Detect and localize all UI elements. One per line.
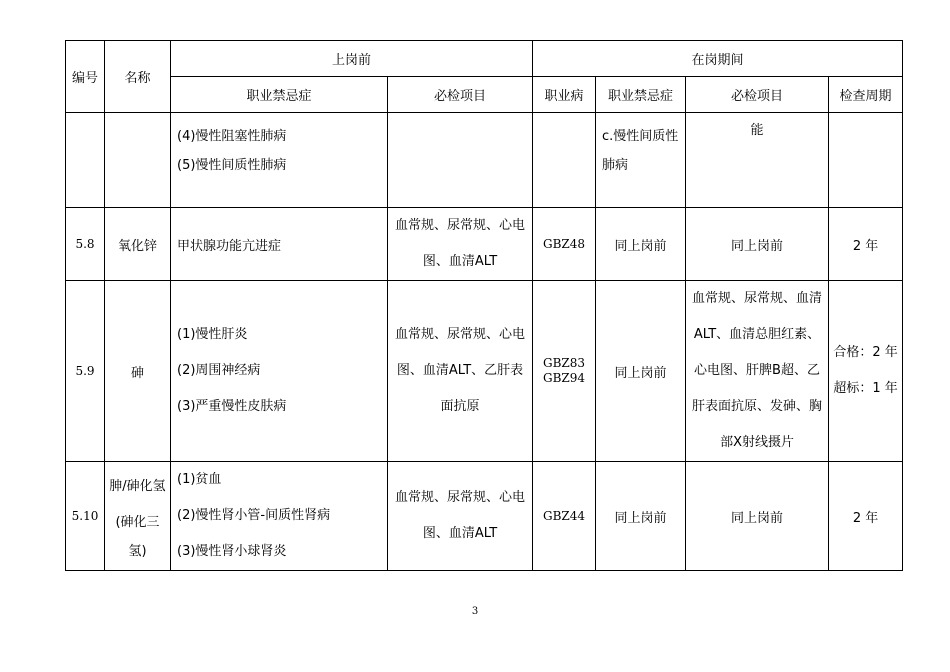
disease-code: GBZ48 xyxy=(543,237,586,251)
check-cycle-cell xyxy=(829,281,903,462)
contraindication-line: (4)慢性阻塞性肺病 xyxy=(177,129,287,144)
header-pre-employment: 上岗前 xyxy=(171,41,533,77)
during-contraindication-cell: 同上岗前 xyxy=(596,208,686,281)
occupational-disease-cell xyxy=(533,462,596,571)
during-contraindication-cell: 同上岗前 xyxy=(596,462,686,571)
cycle-line: 2 年 xyxy=(852,510,879,526)
during-required-items-cell xyxy=(686,281,829,462)
contraindication-line: 甲状腺功能亢进症 xyxy=(177,238,282,254)
cycle-line: 合格：2 年 xyxy=(833,345,898,360)
header-pre-required-items: 必检项目 xyxy=(388,77,533,113)
contraindication-line: (1)贫血 xyxy=(177,472,222,487)
required-items-line: ALT、血清总胆红素、 xyxy=(693,327,821,342)
row-number: 5.9 xyxy=(66,281,105,462)
during-contraindication-cell: 同上岗前 xyxy=(596,281,686,462)
contraindication-line: (3)严重慢性皮肤病 xyxy=(177,399,287,414)
pre-required-items-cell xyxy=(388,208,533,281)
occupational-disease-cell xyxy=(533,281,596,462)
name-line: 胂/砷化氢 xyxy=(109,479,166,494)
required-items-line: 部X射线摄片 xyxy=(720,435,794,450)
required-items-line: 图、血清ALT xyxy=(422,526,498,541)
required-items-line: 血常规、尿常规、心电 xyxy=(395,490,526,505)
required-items-line: 图、血清ALT、乙肝表 xyxy=(396,363,524,378)
check-cycle-cell xyxy=(829,208,903,281)
cycle-line: 2 年 xyxy=(852,238,879,254)
row-number: 5.8 xyxy=(66,208,105,281)
header-check-cycle: 检查周期 xyxy=(829,77,903,113)
during-required-items-cell: 同上岗前 xyxy=(686,462,829,571)
name-line: 氢) xyxy=(128,544,147,559)
name-line: (砷化三 xyxy=(115,515,160,530)
required-items-line: 心电图、肝脾B超、乙 xyxy=(694,363,820,378)
pre-required-items-cell xyxy=(388,281,533,462)
pre-contraindication-cell xyxy=(171,462,388,571)
disease-code: GBZ94 xyxy=(543,371,586,385)
required-items-line: 面抗原 xyxy=(440,399,480,414)
during-required-items-cell: 同上岗前 xyxy=(686,208,829,281)
contraindication-line: (2)周围神经病 xyxy=(177,363,261,378)
row-number: 5.10 xyxy=(66,462,105,571)
pre-contraindication-cell xyxy=(171,281,388,462)
contraindication-line: (5)慢性间质性肺病 xyxy=(177,158,287,173)
page-number: 3 xyxy=(471,606,479,617)
pre-contraindication-cell xyxy=(171,208,388,281)
during-required-items-cell xyxy=(686,113,829,208)
contraindication-line: (3)慢性肾小球肾炎 xyxy=(177,544,287,559)
pre-required-items-cell xyxy=(388,113,533,208)
required-items-line: 能 xyxy=(750,123,764,138)
row-name: 氧化锌 xyxy=(105,208,171,281)
header-during-required-items: 必检项目 xyxy=(686,77,829,113)
required-items-line: 图、血清ALT xyxy=(422,254,498,269)
header-during-contraindication: 职业禁忌症 xyxy=(596,77,686,113)
row-name xyxy=(105,462,171,571)
header-number: 编号 xyxy=(66,41,105,113)
disease-code: GBZ83 xyxy=(543,356,586,370)
header-name: 名称 xyxy=(105,41,171,113)
table-row xyxy=(66,113,903,208)
table-row xyxy=(66,462,903,571)
required-items-line: 血常规、尿常规、心电 xyxy=(395,218,526,233)
required-items-line: 血常规、尿常规、血清 xyxy=(692,291,823,306)
contraindication-line: (1)慢性肝炎 xyxy=(177,327,248,342)
check-cycle-cell xyxy=(829,462,903,571)
check-cycle-cell xyxy=(829,113,903,208)
row-name: 砷 xyxy=(105,281,171,462)
row-name xyxy=(105,113,171,208)
row-number xyxy=(66,113,105,208)
disease-code: GBZ44 xyxy=(543,509,586,523)
table-row xyxy=(66,281,903,462)
occupational-disease-cell xyxy=(533,208,596,281)
occupational-exam-table xyxy=(65,40,903,571)
pre-required-items-cell xyxy=(388,462,533,571)
pre-contraindication-cell xyxy=(171,113,388,208)
occupational-disease-cell xyxy=(533,113,596,208)
header-pre-contraindication: 职业禁忌症 xyxy=(171,77,388,113)
contraindication-line: 肺病 xyxy=(602,158,629,173)
required-items-line: 肝表面抗原、发砷、胸 xyxy=(692,399,823,414)
contraindication-line: (2)慢性肾小管-间质性肾病 xyxy=(177,508,331,523)
contraindication-line: c.慢性间质性 xyxy=(602,129,679,144)
required-items-line: 血常规、尿常规、心电 xyxy=(395,327,526,342)
during-contraindication-cell xyxy=(596,113,686,208)
header-occupational-disease: 职业病 xyxy=(533,77,596,113)
table-row xyxy=(66,208,903,281)
cycle-line: 超标：1 年 xyxy=(833,381,898,396)
header-during-employment: 在岗期间 xyxy=(533,41,903,77)
